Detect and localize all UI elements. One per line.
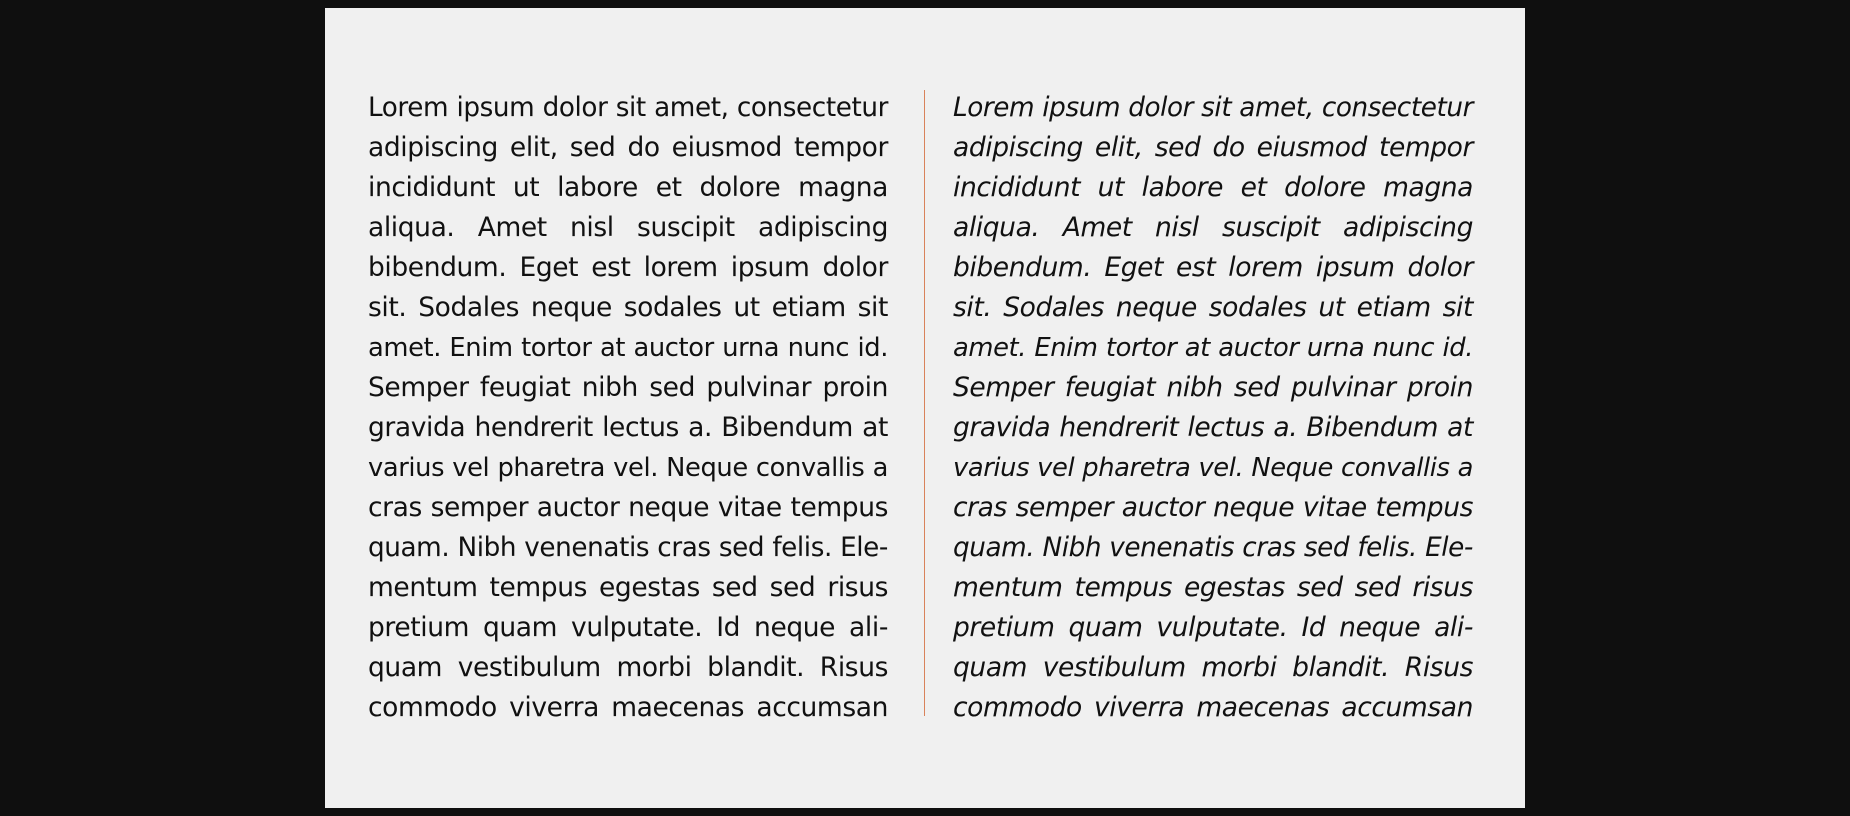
text-line: quam vestibulum morbi blandit. Risus (953, 652, 1473, 683)
text-line: gravida hendrerit lectus a. Bibendum at (368, 412, 888, 443)
text-line: bibendum. Eget est lorem ipsum dolor (368, 252, 888, 283)
text-line: adipiscing elit, sed do eiusmod tempor (953, 132, 1473, 163)
text-line: mentum tempus egestas sed sed risus (953, 572, 1473, 603)
text-line: commodo viverra maecenas accumsan (368, 692, 888, 723)
text-line: Semper feugiat nibh sed pulvinar proin (953, 372, 1473, 403)
text-line: Lorem ipsum dolor sit amet, consectetur (953, 93, 1473, 123)
text-line: pretium quam vulputate. Id neque ali- (368, 612, 888, 643)
text-line: cras semper auctor neque vitae tempus (953, 492, 1473, 523)
text-line: sit. Sodales neque sodales ut etiam sit (368, 292, 888, 323)
text-line: incididunt ut labore et dolore magna (953, 172, 1473, 203)
text-line: varius vel pharetra vel. Neque convallis a (953, 453, 1473, 483)
text-line: Lorem ipsum dolor sit amet, consectetur (368, 93, 888, 123)
text-line: varius vel pharetra vel. Neque convallis a (368, 453, 888, 483)
text-line: bibendum. Eget est lorem ipsum dolor (953, 252, 1473, 283)
text-line: amet. Enim tortor at auctor urna nunc id. (368, 333, 888, 363)
text-line: quam vestibulum morbi blandit. Risus (368, 652, 888, 683)
text-line: aliqua. Amet nisl suscipit adipiscing (368, 212, 888, 243)
text-line: Semper feugiat nibh sed pulvinar proin (368, 372, 888, 403)
italic-text-column (953, 88, 1473, 728)
text-line: quam. Nibh venenatis cras sed felis. Ele- (368, 533, 888, 563)
text-line: pretium quam vulputate. Id neque ali- (953, 612, 1473, 643)
text-line: mentum tempus egestas sed sed risus (368, 572, 888, 603)
specimen-page (325, 8, 1525, 808)
text-line: commodo viverra maecenas accumsan (953, 692, 1473, 723)
text-line: incididunt ut labore et dolore magna (368, 172, 888, 203)
column-divider (924, 90, 925, 716)
text-line: aliqua. Amet nisl suscipit adipiscing (953, 212, 1473, 243)
text-line: gravida hendrerit lectus a. Bibendum at (953, 412, 1473, 443)
text-line: amet. Enim tortor at auctor urna nunc id. (953, 333, 1473, 363)
text-line: adipiscing elit, sed do eiusmod tempor (368, 132, 888, 163)
regular-text-column (368, 88, 888, 728)
text-line: cras semper auctor neque vitae tempus (368, 492, 888, 523)
text-line: quam. Nibh venenatis cras sed felis. Ele- (953, 533, 1473, 563)
text-line: sit. Sodales neque sodales ut etiam sit (953, 292, 1473, 323)
